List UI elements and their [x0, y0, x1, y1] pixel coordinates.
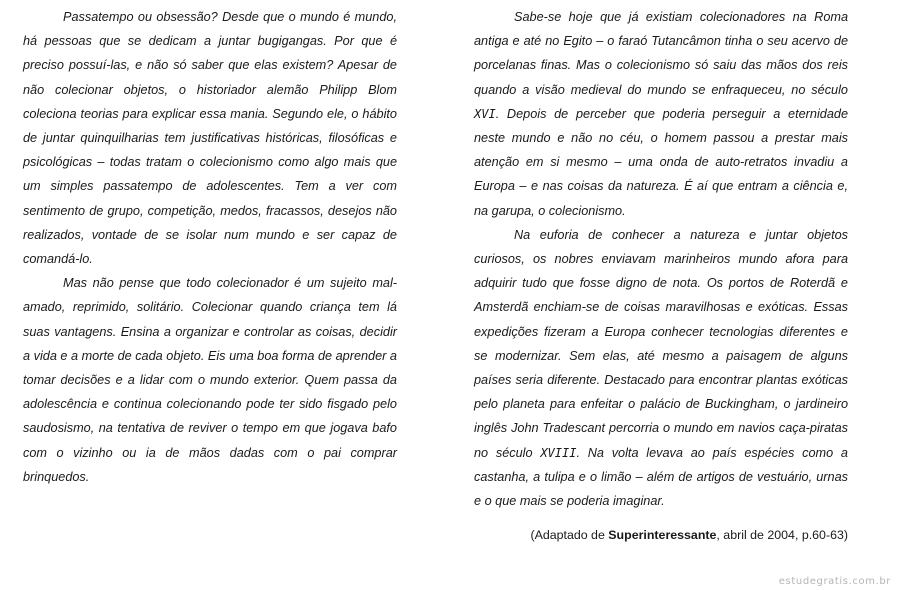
source-suffix: , abril de 2004, p.60-63): [716, 528, 848, 542]
text-span: Na euforia de conhecer a natureza e juntar objetos curiosos, os nobres enviavam marinheiros mundo afora para adquirir tudo que fosse digno de nota. Os portos de Roterdã e Amsterdã enchiam-se de coisas maravilhosas e exóticas. Essas expedições fizeram a Europa conhecer tecnologias diferentes e se modernizar. Sem elas, até mesmo a paisagem de alguns países seria diferente. Destacado para encontrar plantas exóticas pelo planeta para enfeitar o palácio de Buckingham, o jardineiro inglês John Tradescant percorria o mundo em navios caça-piratas no século: [474, 227, 848, 460]
roman-numeral: XVIII: [540, 445, 577, 460]
paragraph: [474, 5, 848, 223]
paragraph: [474, 223, 848, 513]
paragraph: Passatempo ou obsessão? Desde que o mundo é mundo, há pessoas que se dedicam a juntar bugigangas. Por que é preciso possuí-las, e não só saber que elas existem? Apesar de não colecionar objetos, o historiador alemão Philipp Blom coleciona teorias para explicar essa mania. Segundo ele, o hábito de juntar quinquilharias tem justificativas históricas, filosóficas e psicológicas – todas tratam o colecionismo como algo mais que um simples passatempo de adolescentes. Tem a ver com sentimento de grupo, competição, medos, fracassos, desejos não realizados, vontade de se isolar num mundo e ser capaz de comandá-lo.: [23, 10, 397, 267]
source-citation: [530, 528, 848, 542]
left-column: [23, 5, 397, 489]
watermark: estudegratis.com.br: [778, 576, 891, 587]
text-span: . Depois de perceber que poderia perseguir a eternidade neste mundo e não no céu, o homem passou a prestar mais atenção em si mesmo – uma onda de auto-retratos invadiu a Europa – e nas coisas da natureza. É aí que entram a ciência e, na garupa, o colecionismo.: [474, 106, 848, 218]
text-span: Sabe-se hoje que já existiam colecionadores na Roma antiga e até no Egito – o faraó Tutancâmon tinha o seu acervo de porcelanas finas. Mas o colecionismo só saiu das mãos dos reis quando a visão medieval do mundo se enfraqueceu, no século: [474, 10, 848, 97]
roman-numeral: XVI: [474, 106, 496, 121]
publication-name: Superinteressante: [608, 528, 717, 542]
paragraph: Mas não pense que todo colecionador é um sujeito mal-amado, reprimido, solitário. Colecionar quando criança tem lá suas vantagens. Ensina a organizar e controlar as coisas, decidir a vida e a morte de cada objeto. Eis uma boa forma de aprender a tomar decisões e a lidar com o mundo exterior. Quem passa da adolescência e continua colecionando pode ter sido fisgado pelo saudosismo, na tentativa de reviver o tempo em que jogava bafo com o vizinho ou ia de mãos dadas com o pai comprar brinquedos.: [23, 276, 397, 484]
text-span: . Na volta levava ao país espécies como a castanha, a tulipa e o limão – além de artigos de vestuário, urnas e o que mais se poderia imaginar.: [474, 445, 848, 509]
right-column: [474, 5, 848, 513]
source-prefix: (Adaptado de: [530, 528, 609, 542]
